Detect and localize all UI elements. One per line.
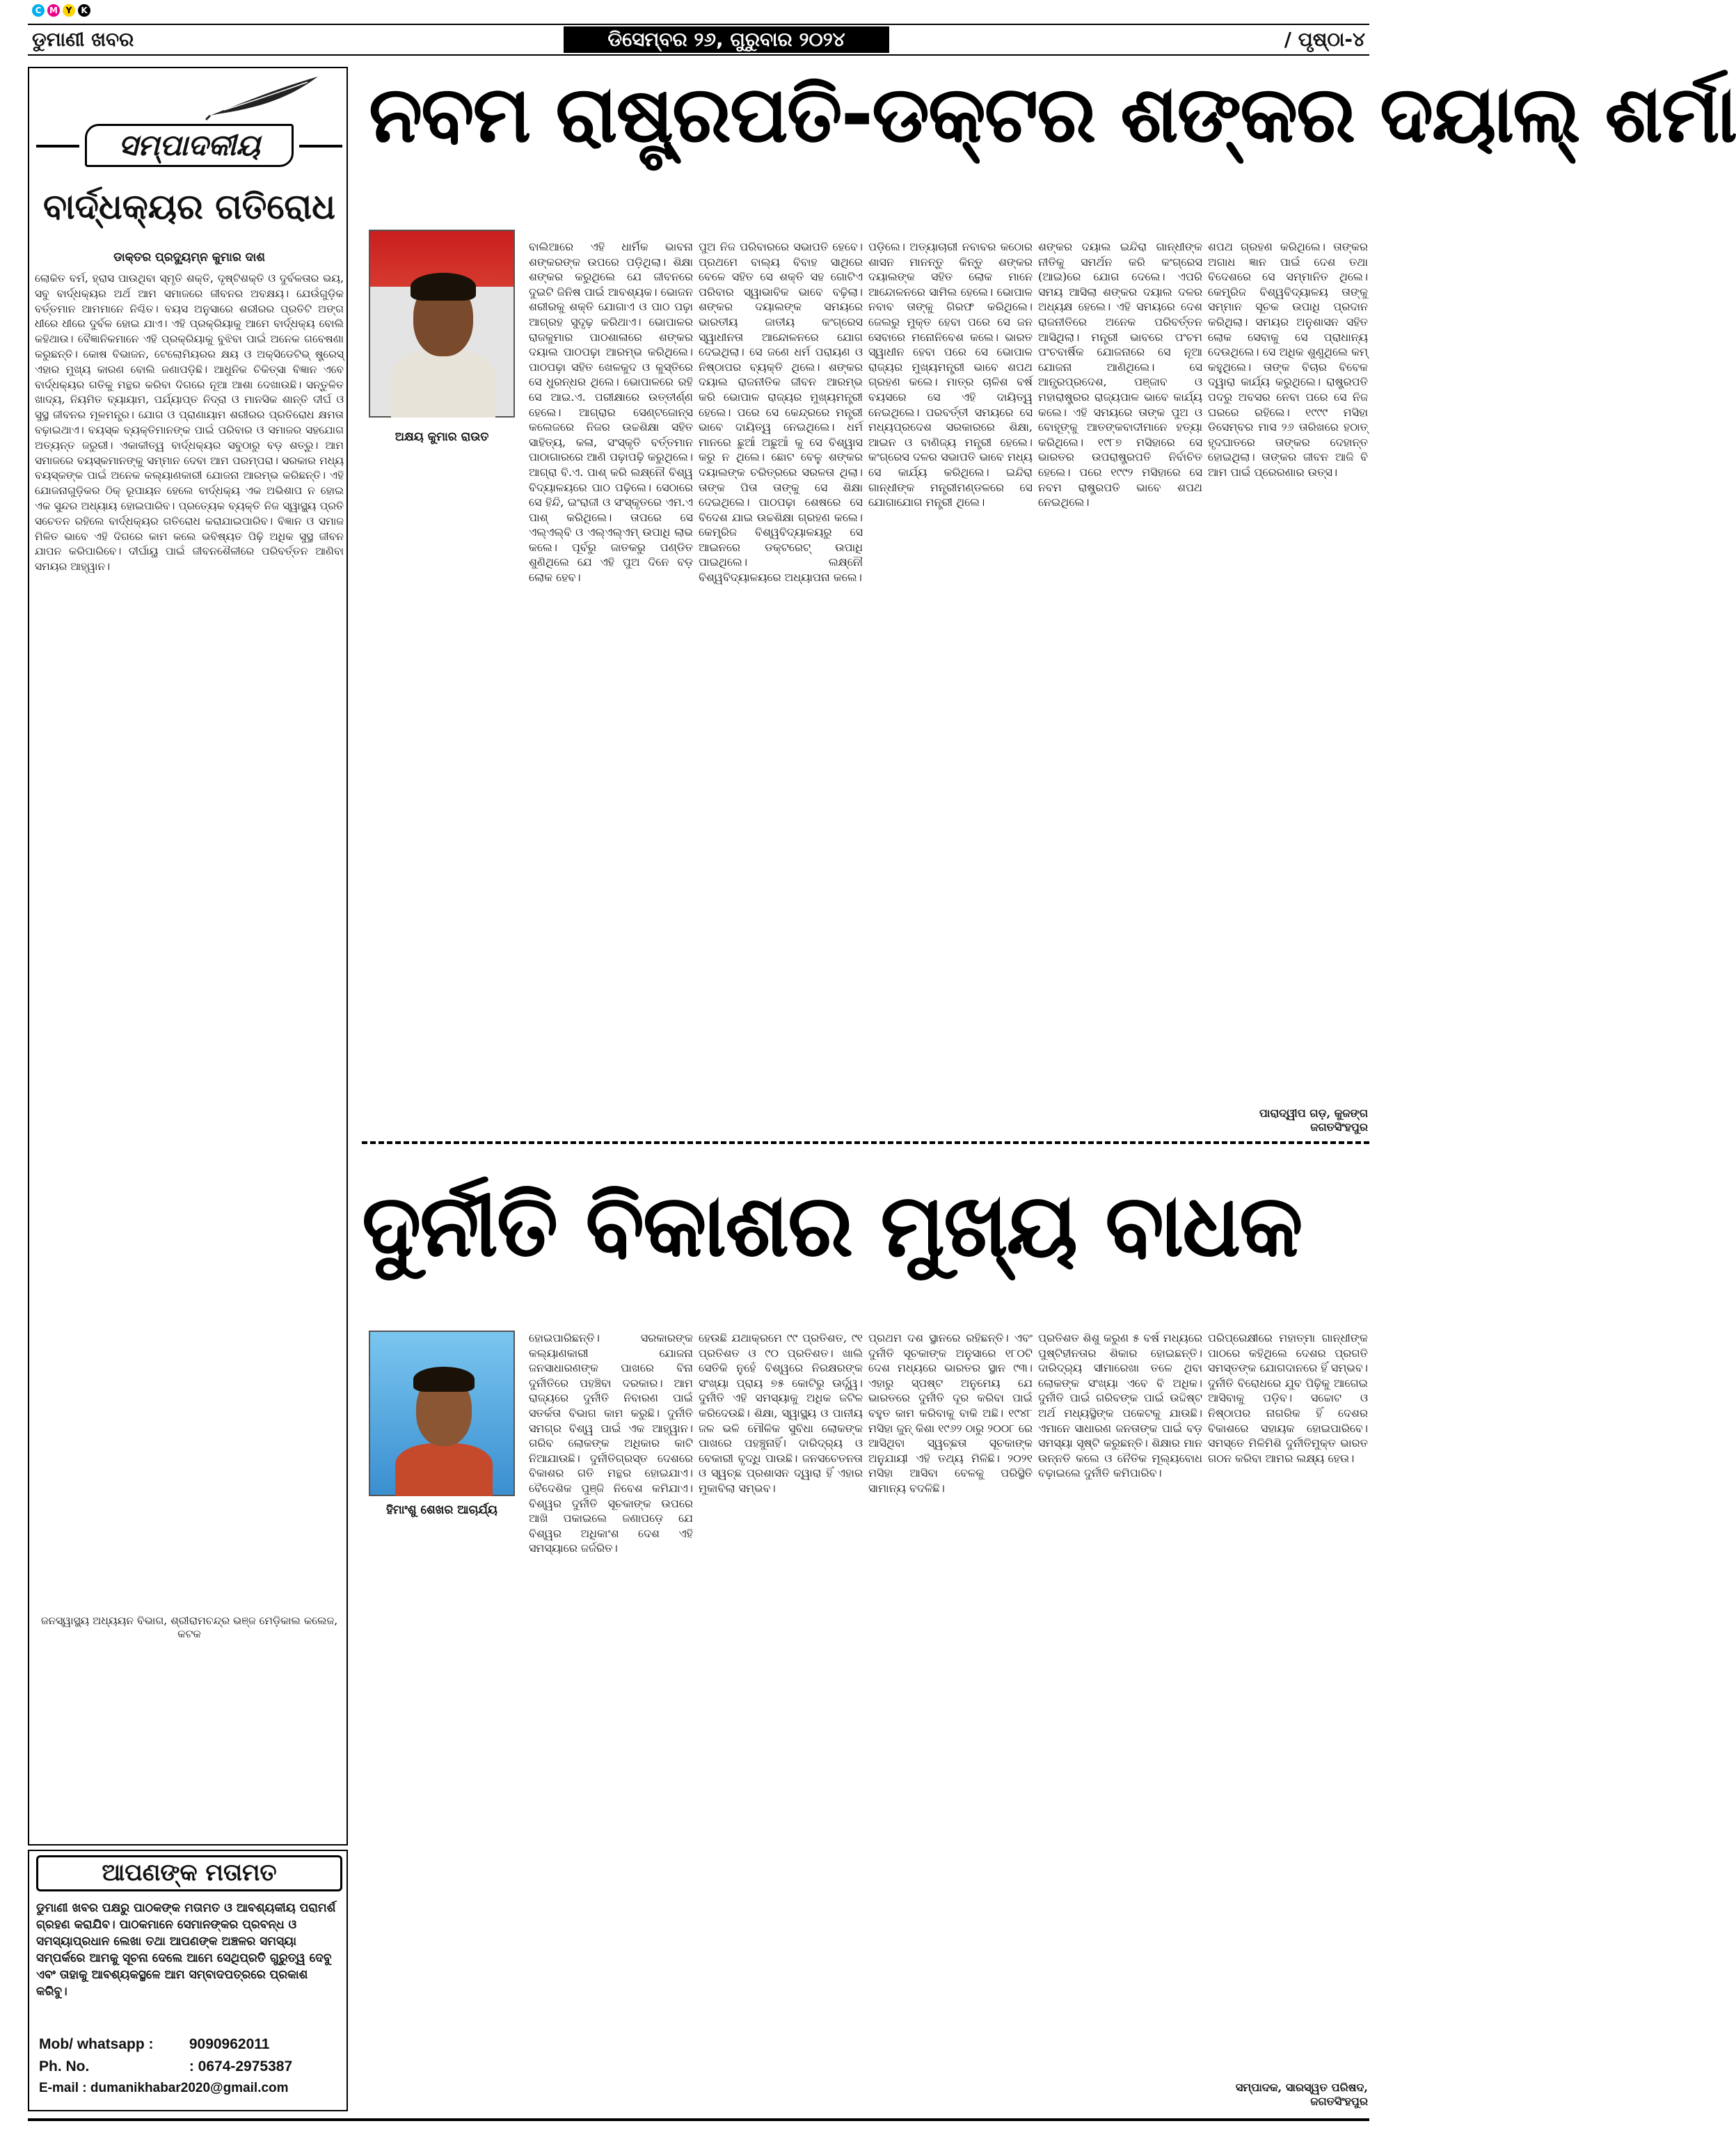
email-label: E-mail : [39, 2081, 87, 2095]
newspaper-name: ଡୁମାଣୀ ଖବର [32, 28, 134, 51]
article2-lead-column [369, 1531, 515, 2110]
article1-column-3: ପଡ଼ିଲେ। ଅତ୍ୟାଚାରୀ ନବାବର କଠୋର ଶାସନ ମାନନ୍ତୁ କିନ୍ତୁ ଶଙ୍କର ଦୟାଲଙ୍କ ସହିତ ଲୋକ ମାନେ ଆନ୍ଦୋଳନରେ ସାମିଲ ହେଲେ। ଭୋପାଳ ନବାବ ତାଙ୍କୁ ଗିରଫ କରିଥିଲେ। ଜେଲରୁ ମୁକ୍ତ ହେବା ପରେ ସେ ଜନ ସେବାରେ ମନୋନିବେଶ କଲେ। ଭାରତ ସ୍ୱାଧୀନ ହେବା ପରେ ସେ ଭୋପାଳ ରାଜ୍ୟର ମୁଖ୍ୟମନ୍ତ୍ରୀ ଭାବେ ଶପଥ ଗ୍ରହଣ କଲେ। ମାତ୍ର ଚାଳିଶ ବର୍ଷ ବୟସରେ ସେ ଏହି ଦାୟିତ୍ୱ ନେଇଥିଲେ। ପରବର୍ତ୍ତୀ ସମୟରେ ସେ ମଧ୍ୟପ୍ରଦେଶ ସରକାରରେ ଶିକ୍ଷା, ଆଇନ ଓ ବାଣିଜ୍ୟ ମନ୍ତ୍ରୀ ହେଲେ। କଂଗ୍ରେସ ଦଳର ସଭାପତି ଭାବେ ମଧ୍ୟ ସେ କାର୍ଯ୍ୟ କରିଥିଲେ। ଇନ୍ଦିରା ଗାନ୍ଧୀଙ୍କ ମନ୍ତ୍ରୀମଣ୍ଡଳରେ ସେ ଯୋଗାଯୋଗ ମନ୍ତ୍ରୀ ଥିଲେ। [868, 240, 1033, 509]
article2-column-1: ହୋଇପାରିଛନ୍ତି। ସରକାରଙ୍କ କଲ୍ୟାଣକାରୀ ଯୋଜନା ଜନସାଧାରଣଙ୍କ ପାଖରେ ବିନା ଦୁର୍ନୀତିରେ ପହଞ୍ଚିବା ଦରକାର। ଆମ ରାଜ୍ୟରେ ଦୁର୍ନୀତି ନିବାରଣ ପାଇଁ ସତର୍କତା ବିଭାଗ କାମ କରୁଛି। ଦୁର୍ନୀତି ସମଗ୍ର ବିଶ୍ୱ ପାଇଁ ଏକ ଆହ୍ୱାନ। ଗରିବ ଲୋକଙ୍କ ଅଧିକାର କାଟି ନିଆଯାଉଛି। ଦୁର୍ନୀତିଗ୍ରସ୍ତ ଦେଶରେ ବିକାଶର ଗତି ମନ୍ଥର ହୋଇଯାଏ। ବୈଦେଶିକ ପୁଞ୍ଜି ନିବେଶ କମିଯାଏ। ବିଶ୍ୱର ଦୁର୍ନୀତି ସୂଚକାଙ୍କ ଉପରେ ଆଖି ପକାଇଲେ ଜଣାପଡ଼େ ଯେ ବିଶ୍ୱର ଅଧିକାଂଶ ଦେଶ ଏହି ସମସ୍ୟାରେ ଜର୍ଜରିତ। [529, 1331, 693, 1555]
quill-pen-icon [203, 74, 321, 122]
editorial-title: ବାର୍ଦ୍ଧକ୍ୟର ଗତିରୋଧ [43, 186, 335, 227]
article1-lead-column [369, 452, 515, 1137]
phone-label: Ph. No. [39, 2058, 90, 2074]
author-photo-2 [369, 1331, 515, 1496]
heading-rule-left [36, 145, 79, 148]
editorial-byline: ଡାକ୍ତର ପ୍ରଦ୍ୟୁମ୍ନ କୁମାର ଦାଶ [113, 251, 265, 264]
phone-contact [39, 2058, 292, 2075]
author-caption-2: ହିମାଂଶୁ ଶେଖର ଆଚାର୍ଯ୍ୟ [386, 1503, 497, 1517]
magenta-dot: M [47, 4, 60, 17]
mobile-label: Mob/ whatsapp : [39, 2036, 154, 2052]
editorial-heading-box [29, 124, 349, 168]
email-address[interactable]: dumanikhabar2020@gmail.com [90, 2081, 289, 2095]
photo-shirt [391, 349, 495, 418]
editorial-body: ଲୋକିତ ବର୍ମ, ହ୍ରାସ ପାଉଥିବା ସ୍ମୃତି ଶକ୍ତି, ଦୃଷ୍ଟିଶକ୍ତି ଓ ଦୁର୍ବଳତାର ଭୟ, ସବୁ ବାର୍ଦ୍ଧକ୍ୟର ଅର୍ଥ ଆମ ସମାଜରେ ଜୀବନର ଅବକ୍ଷୟ। ଯେଉଁଗୁଡ଼ିକ ବର୍ତ୍ତମାନ ଆମମାନେ ନିଶ୍ଚିତ। ବୟସ ଅନୁସାରେ ଶରୀରର ପ୍ରତିଟି ଅଙ୍ଗ ଧୀରେ ଧୀରେ ଦୁର୍ବଳ ହୋଇ ଯାଏ। ଏହି ପ୍ରକ୍ରିୟାକୁ ଆମେ ବାର୍ଦ୍ଧକ୍ୟ ବୋଲି କହିଥାଉ। ବୈଜ୍ଞାନିକମାନେ ଏହି ପ୍ରକ୍ରିୟାକୁ ବୁଝିବା ପାଇଁ ଅନେକ ଗବେଷଣା କରୁଛନ୍ତି। କୋଷ ବିଭାଜନ, ଟେଲୋମିୟରର କ୍ଷୟ ଓ ଅକ୍ସିଡେଟିଭ୍ ଷ୍ଟ୍ରେସ୍ ଏହାର ମୁଖ୍ୟ କାରଣ ବୋଲି ଜଣାପଡ଼ିଛି। ଆଧୁନିକ ଚିକିତ୍ସା ବିଜ୍ଞାନ ଏବେ ବାର୍ଦ୍ଧକ୍ୟର ଗତିକୁ ମନ୍ଥର କରିବା ଦିଗରେ ନୂଆ ଆଶା ଦେଖାଉଛି। ସନ୍ତୁଳିତ ଖାଦ୍ୟ, ନିୟମିତ ବ୍ୟାୟାମ, ପର୍ଯ୍ୟାପ୍ତ ନିଦ୍ରା ଓ ମାନସିକ ଶାନ୍ତି ଦୀର୍ଘ ଓ ସୁସ୍ଥ ଜୀବନର ମୂଳମନ୍ତ୍ର। ଯୋଗ ଓ ପ୍ରାଣାୟାମ ଶରୀରର ପ୍ରତିରୋଧ କ୍ଷମତା ବଢ଼ାଇଥାଏ। ବୟସ୍କ ବ୍ୟକ୍ତିମାନଙ୍କ ପାଇଁ ପରିବାର ଓ ସମାଜର ସହଯୋଗ ଅତ୍ୟନ୍ତ ଜରୁରୀ। ଏକାକୀତ୍ୱ ବାର୍ଦ୍ଧକ୍ୟର ସବୁଠାରୁ ବଡ଼ ଶତ୍ରୁ। ଆମ ସମାଜରେ ବୟସ୍କମାନଙ୍କୁ ସମ୍ମାନ ଦେବା ଆମ ପରମ୍ପରା। ସରକାର ମଧ୍ୟ ବୟସ୍କଙ୍କ ପାଇଁ ଅନେକ କଲ୍ୟାଣକାରୀ ଯୋଜନା ଆରମ୍ଭ କରିଛନ୍ତି। ଏହି ଯୋଜନାଗୁଡ଼ିକର ଠିକ୍ ରୂପାୟନ ହେଲେ ବାର୍ଦ୍ଧକ୍ୟ ଏକ ଅଭିଶାପ ନ ହୋଇ ଏକ ସୁନ୍ଦର ଅଧ୍ୟାୟ ହୋଇପାରିବ। ପ୍ରତ୍ୟେକ ବ୍ୟକ୍ତି ନିଜ ସ୍ୱାସ୍ଥ୍ୟ ପ୍ରତି ସଚେତନ ରହିଲେ ବାର୍ଦ୍ଧକ୍ୟର ଗତିରୋଧ କରାଯାଇପାରିବ। ବିଜ୍ଞାନ ଓ ସମାଜ ମିଳିତ ଭାବେ ଏହି ଦିଗରେ କାମ କଲେ ଭବିଷ୍ୟତ ପିଢ଼ି ଅଧିକ ସୁସ୍ଥ ଜୀବନ ଯାପନ କରିପାରିବେ। ଦୀର୍ଘାୟୁ ପାଇଁ ଜୀବନଶୈଳୀରେ ପରିବର୍ତ୍ତନ ଆଣିବା ସମୟର ଆହ୍ୱାନ। [35, 272, 344, 573]
article1-headline: ନବମ ରାଷ୍ଟ୍ରପତି-ଡକ୍ଟର ଶଙ୍କର ଦୟାଲ୍ ଶର୍ମା [369, 70, 1736, 160]
article1-column-2: ପୁଅ ନିଜ ପରିବାରରେ ସଭାପତି ହେବେ। ପ୍ରଥମେ ବାଲ୍ୟ ବିବାହ ସାଥିରେ ବେଳେ ସହିତ ସେ ଶକ୍ତି ସହ ଗୋଟିଏ ପରିବାର ସ୍ୱାଭାବିକ ଭାବେ ବଢ଼ିଲା। ଶଙ୍କର ଦୟାଲଙ୍କ ସମୟରେ ଭାରତୀୟ ଜାତୀୟ କଂଗ୍ରେସ ସ୍ୱାଧୀନତା ଆନ୍ଦୋଳନରେ ଯୋଗ ଦେଇଥିଲା। ସେ ଜଣେ ଧର୍ମ ପରାୟଣ ଓ ନିଷ୍ଠାପର ବ୍ୟକ୍ତି ଥିଲେ। ଶଙ୍କର ଦୟାଲ ରାଜନୀତିକ ଜୀବନ ଆରମ୍ଭ କରି ଭୋପାଳ ରାଜ୍ୟର ମୁଖ୍ୟମନ୍ତ୍ରୀ ହେଲେ। ପରେ ସେ କେନ୍ଦ୍ରରେ ମନ୍ତ୍ରୀ ଭାବେ ଦାୟିତ୍ୱ ନେଇଥିଲେ। ଧର୍ମ ମାନରେ ଛୁଆଁ ଅଛୁଆଁ କୁ ସେ ବିଶ୍ୱାସ କରୁ ନ ଥିଲେ। ଛୋଟ ବେଳୁ ଶଙ୍କର ଦୟାଲଙ୍କ ଚରିତ୍ରରେ ସରଳତା ଥିଲା। ତାଙ୍କ ପିତା ତାଙ୍କୁ ସେ ଶିକ୍ଷା ଦେଇଥିଲେ। ପାଠପଢ଼ା ଶେଷରେ ସେ ବିଦେଶ ଯାଇ ଉଚ୍ଚଶିକ୍ଷା ଗ୍ରହଣ କଲେ। କେମ୍ବ୍ରିଜ ବିଶ୍ୱବିଦ୍ୟାଳୟରୁ ସେ ଆଇନରେ ଡକ୍ଟରେଟ୍ ଉପାଧି ପାଇଥିଲେ। ଲକ୍ଷ୍ନୌ ବିଶ୍ୱବିଦ୍ୟାଳୟରେ ଅଧ୍ୟାପନା କଲେ। [699, 240, 863, 585]
article2-author-place: ସମ୍ପାଦକ, ସାରସ୍ୱତ ପରିଷଦ, ଜଗତସିଂହପୁର [1235, 2081, 1368, 2108]
issue-date: ଡିସେମ୍ବର ୨୬, ଗୁରୁବାର ୨୦୨୪ [564, 26, 889, 53]
article2-column-5: ପରିପ୍ରେକ୍ଷୀରେ ମହାତ୍ମା ଗାନ୍ଧୀଙ୍କ ପାଠରେ କହିଥିଲେ ଦେଶର ପ୍ରଗତି ସମସ୍ତଙ୍କ ଯୋଗଦାନରେ ହିଁ ସମ୍ଭବ। ଦୁର୍ନୀତି ବିରୋଧରେ ଯୁବ ପିଢ଼ିକୁ ଆଗେଇ ଆସିବାକୁ ପଡ଼ିବ। ସଚ୍ଚୋଟ ଓ ନିଷ୍ଠାପର ନାଗରିକ ହିଁ ଦେଶର ବିକାଶରେ ସହାୟକ ହୋଇପାରିବେ। ସମସ୍ତେ ମିଳିମିଶି ଦୁର୍ନୀତିମୁକ୍ତ ଭାରତ ଗଠନ କରିବା ଆମର ଲକ୍ଷ୍ୟ ହେଉ। [1208, 1331, 1368, 1465]
article2-column-2: ହେଉଛି ଯଥାକ୍ରମେ ୯୯ ପ୍ରତିଶତ, ୯୧ ପ୍ରତିଶତ ଓ ୯୦ ପ୍ରତିଶତ। ଖାଲି ସେତିକି ନୁହେଁ ବିଶ୍ୱରେ ନିରକ୍ଷରଙ୍କ ସଂଖ୍ୟା ପ୍ରାୟ ୭୫ କୋଟିରୁ ଊର୍ଦ୍ଧ୍ୱ। ଦୁର୍ନୀତି ଏହି ସମସ୍ୟାକୁ ଅଧିକ ଜଟିଳ କରିଦେଉଛି। ଶିକ୍ଷା, ସ୍ୱାସ୍ଥ୍ୟ ଓ ପାନୀୟ ଜଳ ଭଳି ମୌଳିକ ସୁବିଧା ଲୋକଙ୍କ ପାଖରେ ପହଞ୍ଚୁନାହିଁ। ଦାରିଦ୍ର୍ୟ ଓ ବେକାରୀ ବୃଦ୍ଧି ପାଉଛି। ଜନସଚେତନତା ଓ ସ୍ୱଚ୍ଛ ପ୍ରଶାସନ ଦ୍ୱାରା ହିଁ ଏହାର ମୁକାବିଲା ସମ୍ଭବ। [699, 1331, 863, 1495]
photo-hair-2 [413, 1367, 475, 1392]
color-registration-marks [32, 4, 90, 17]
page-number: / ପୃଷ୍ଠା-୪ [1284, 28, 1365, 51]
phone-number: : 0674-2975387 [189, 2058, 293, 2074]
editorial-heading: ସମ୍ପାଦକୀୟ [85, 124, 294, 167]
article2-headline: ଦୁର୍ନୀତି ବିକାଶର ମୁଖ୍ୟ ବାଧକ [362, 1176, 1302, 1276]
article-divider [362, 1141, 1369, 1144]
opinion-body: ଡୁମାଣୀ ଖବର ପକ୍ଷରୁ ପାଠକଙ୍କ ମତାମତ ଓ ଆବଶ୍ୟକୀୟ ପରାମର୍ଶ ଗ୍ରହଣ କରାଯିବ। ପାଠକମାନେ ସେମାନଙ୍କର ପ୍ରବନ୍ଧ ଓ ସମସ୍ୟାପ୍ରଧାନ ଲେଖା ତଥା ଆପଣଙ୍କ ଅଞ୍ଚଳର ସମସ୍ୟା ସମ୍ପର୍କରେ ଆମକୁ ସୂଚନା ଦେଲେ ଆମେ ସେଥିପ୍ରତି ଗୁରୁତ୍ୱ ଦେବୁ ଏବଂ ତାହାକୁ ଆବଶ୍ୟକସ୍ଥଳେ ଆମ ସମ୍ବାଦପତ୍ରରେ ପ୍ରକାଶ କରିବୁ। [36, 1901, 336, 1999]
opinion-heading: ଆପଣଙ୍କ ମତାମତ [36, 1855, 342, 1891]
photo-hair [411, 273, 476, 301]
yellow-dot: Y [63, 4, 75, 17]
article1-column-4: ଶଙ୍କର ଦୟାଲ ଇନ୍ଦିରା ଗାନ୍ଧୀଙ୍କ ନୀତିକୁ ସମର୍ଥନ କରି କଂଗ୍ରେସ (ଆଇ)ରେ ଯୋଗ ଦେଲେ। ଏପରି ସମୟ ଆସିଲା ଶଙ୍କର ଦୟାଲ ଦଳର ଅଧ୍ୟକ୍ଷ ହେଲେ। ଏହି ସମୟରେ ଦେଶ ରାଜନୀତିରେ ଅନେକ ପରିବର୍ତ୍ତନ ଆସିଥିଲା। ମନ୍ତ୍ରୀ ଭାବରେ ପଂଚମ ପଂଚବାର୍ଷିକ ଯୋଜନାରେ ସେ ନୂଆ ଯୋଜନା ଆଣିଥିଲେ। ସେ ଆନ୍ଧ୍ରପ୍ରଦେଶ, ପଞ୍ଜାବ ଓ ମହାରାଷ୍ଟ୍ରର ରାଜ୍ୟପାଳ ଭାବେ କାର୍ଯ୍ୟ କଲେ। ଏହି ସମୟରେ ତାଙ୍କ ପୁଅ ଓ ବୋହୂଙ୍କୁ ଆତଙ୍କବାଦୀମାନେ ହତ୍ୟା କରିଥିଲେ। ୧୯୮୭ ମସିହାରେ ସେ ଭାରତର ଉପରାଷ୍ଟ୍ରପତି ନିର୍ବାଚିତ ହେଲେ। ପରେ ୧୯୯୨ ମସିହାରେ ସେ ନବମ ରାଷ୍ଟ୍ରପତି ଭାବେ ଶପଥ ନେଇଥିଲେ। [1038, 240, 1202, 509]
email-contact [39, 2081, 289, 2096]
cyan-dot: C [32, 4, 45, 17]
heading-rule-right [299, 145, 342, 148]
black-dot: K [78, 4, 90, 17]
article2-column-4: ପ୍ରତିଶତ ଶିଶୁ କରୁଣ ୫ ବର୍ଷ ମଧ୍ୟରେ ପୁଷ୍ଟିହୀନତାର ଶିକାର ହୋଇଛନ୍ତି। ଦାରିଦ୍ର୍ୟ ସୀମାରେଖା ତଳେ ଥିବା ଲୋକଙ୍କ ସଂଖ୍ୟା ଏବେ ବି ଅଧିକ। ଦୁର୍ନୀତି ପାଇଁ ଗରିବଙ୍କ ପାଇଁ ଉଦ୍ଦିଷ୍ଟ ଅର୍ଥ ମଧ୍ୟସ୍ଥିଙ୍କ ପକେଟକୁ ଯାଉଛି। ଏମାନେ ସାଧାରଣ ଜନତାଙ୍କ ପାଇଁ ବଡ଼ ସମସ୍ୟା ସୃଷ୍ଟି କରୁଛନ୍ତି। ଶିକ୍ଷାର ମାନ ଉନ୍ନତି କଲେ ଓ ନୈତିକ ମୂଲ୍ୟବୋଧ ବଢ଼ାଇଲେ ଦୁର୍ନୀତି କମିପାରିବ। [1038, 1331, 1202, 1480]
photo-shirt-2 [395, 1443, 493, 1496]
reader-opinion-box [28, 1850, 348, 2111]
page-bottom-rule [28, 2118, 1369, 2121]
editorial-author-affiliation: ଜନସ୍ୱାସ୍ଥ୍ୟ ଅଧ୍ୟୟନ ବିଭାଗ, ଶ୍ରୀରାମଚନ୍ଦ୍ର ଭଞ୍ଜ ମେଡ଼ିକାଲ କଲେଜ, କଟକ [40, 1614, 338, 1640]
editorial-column [28, 67, 348, 1846]
author-photo [369, 230, 515, 418]
article1-column-1: ବାଲିଆରେ ଏହି ଧାର୍ମିକ ଭାବନା ଶଙ୍କରଙ୍କ ଉପରେ ପଡ଼ିଥିଲା। ଶିକ୍ଷା ଶଙ୍କର କରୁଥିଲେ ଯେ ଜୀବନରେ ଦୁଇଟି ଜିନିଷ ପାଇଁ ଆବଶ୍ୟକ। ଭୋଜନ ଶରୀରକୁ ଶକ୍ତି ଯୋଗାଏ ଓ ପାଠ ପଢ଼ା ଆଗ୍ରହ ସୁଦୃଢ଼ କରିଥାଏ। ଭୋପାଳର ରାଜକୁମାର ପାଠଶାଳାରେ ଶଙ୍କର ଦୟାଲ ପାଠପଢ଼ା ଆରମ୍ଭ କରିଥିଲେ। ପାଠପଢ଼ା ସହିତ ଖେଳକୁଦ ଓ କୁସ୍ତିରେ ସେ ଧୁରନ୍ଧର ଥିଲେ। ଭୋପାଳରେ ରହି ସେ ଆଇ.ଏ. ପରୀକ୍ଷାରେ ଉତ୍ତୀର୍ଣ୍ଣ ହେଲେ। ଆଗ୍ରାର ସେଣ୍ଟଜୋନ୍ସ କଲେଜରେ ନିଜର ଉଚ୍ଚଶିକ୍ଷା ସହିତ ସାହିତ୍ୟ, କଳା, ସଂସ୍କୃତି ବର୍ତ୍ତମାନ ପାଠାଗାରରେ ଆଣି ପଢ଼ାପଢ଼ି କରୁଥିଲେ। ଆଗ୍ରା ବି.ଏ. ପାଶ୍ କରି ଲକ୍ଷ୍ନୌ ବିଶ୍ୱ ବିଦ୍ୟାଳୟରେ ପାଠ ପଢ଼ିଲେ। ସେଠାରେ ସେ ହିନ୍ଦି, ଇଂରାଜୀ ଓ ସଂସ୍କୃତରେ ଏମ.ଏ ପାଶ୍ କରିଥିଲେ। ତାପରେ ସେ ଏଲ୍‌ଏଲ୍‌ବି ଓ ଏଲ୍‌ଏଲ୍‌ଏମ୍ ଉପାଧି ଲାଭ କଲେ। ପୂର୍ବରୁ ଜାତକରୁ ପଣ୍ଡିତ ଶୁଣିଥିଲେ ଯେ ଏହି ପୁଅ ଦିନେ ବଡ଼ ଲୋକ ହେବ। [529, 240, 693, 585]
article1-author-place: ପାରାଦ୍ୱୀପ ଗଡ଼, କୁଜଙ୍ଗ ଜଗତସିଂହପୁର [1259, 1106, 1368, 1134]
author-caption: ଅକ୍ଷୟ କୁମାର ରାଉତ [395, 430, 489, 444]
article2-column-3: ପ୍ରଥମ ଦଶ ସ୍ଥାନରେ ରହିଛନ୍ତି। ଏବଂ ଦୁର୍ନୀତି ସୂଚକାଙ୍କ ଅନୁସାରେ ୧୮୦ଟି ଦେଶ ମଧ୍ୟରେ ଭାରତର ସ୍ଥାନ ୯୩। ଏହାରୁ ସ୍ପଷ୍ଟ ଅନୁମେୟ ଯେ ଭାରତରେ ଦୁର୍ନୀତି ଦୂର କରିବା ପାଇଁ ବହୁତ କାମ କରିବାକୁ ବାକି ଅଛି। ୧୯୪୮ ମସିହା ଜୁନ୍ କିଶା ୧୯୬୨ ଠାରୁ ୨୦୦୮ ରେ ଆସିଥିବା ସ୍ୱଚ୍ଛତା ସୂଚକାଙ୍କ ଅନୁଯାୟୀ ଏହି ତଥ୍ୟ ମିଳିଛି। ୨୦୨୧ ମସିହା ଆସିବା ବେଳକୁ ପରିସ୍ଥିତି ସାମାନ୍ୟ ବଦଳିଛି। [868, 1331, 1033, 1495]
article1-column-5: ଶପଥ ଗ୍ରହଣ କରିଥିଲେ। ତାଙ୍କର ଅଗାଧ ଜ୍ଞାନ ପାଇଁ ଦେଶ ତଥା ବିଦେଶରେ ସେ ସମ୍ମାନିତ ଥିଲେ। କେମ୍ବ୍ରିଜ ବିଶ୍ୱବିଦ୍ୟାଳୟ ତାଙ୍କୁ ସମ୍ମାନ ସୂଚକ ଉପାଧି ପ୍ରଦାନ କରିଥିଲା। ସମୟର ଅନୁଶାସନ ସହିତ ଲୋକ ସେବାକୁ ସେ ପ୍ରାଧାନ୍ୟ ଦେଉଥିଲେ। ସେ ଅଧିକ ଶୁଣୁଥିଲେ କମ୍ କହୁଥିଲେ। ତାଙ୍କ ବିଚାର ବିବେକ ଦ୍ୱାରା କାର୍ଯ୍ୟ କରୁଥିଲେ। ରାଷ୍ଟ୍ରପତି ପଦରୁ ଅବସର ନେବା ପରେ ସେ ନିଜ ଘରରେ ରହିଲେ। ୧୯୯୯ ମସିହା ଡିସେମ୍ବର ମାସ ୨୬ ତାରିଖରେ ହଠାତ୍ ହୃଦଘାତରେ ତାଙ୍କର ଦେହାନ୍ତ ହୋଇଥିଲା। ତାଙ୍କର ଜୀବନ ଆଜି ବି ଆମ ପାଇଁ ପ୍ରେରଣାର ଉତ୍ସ। [1208, 240, 1368, 479]
mobile-contact [39, 2036, 269, 2053]
page-header [28, 24, 1369, 56]
mobile-number: 9090962011 [189, 2036, 270, 2052]
